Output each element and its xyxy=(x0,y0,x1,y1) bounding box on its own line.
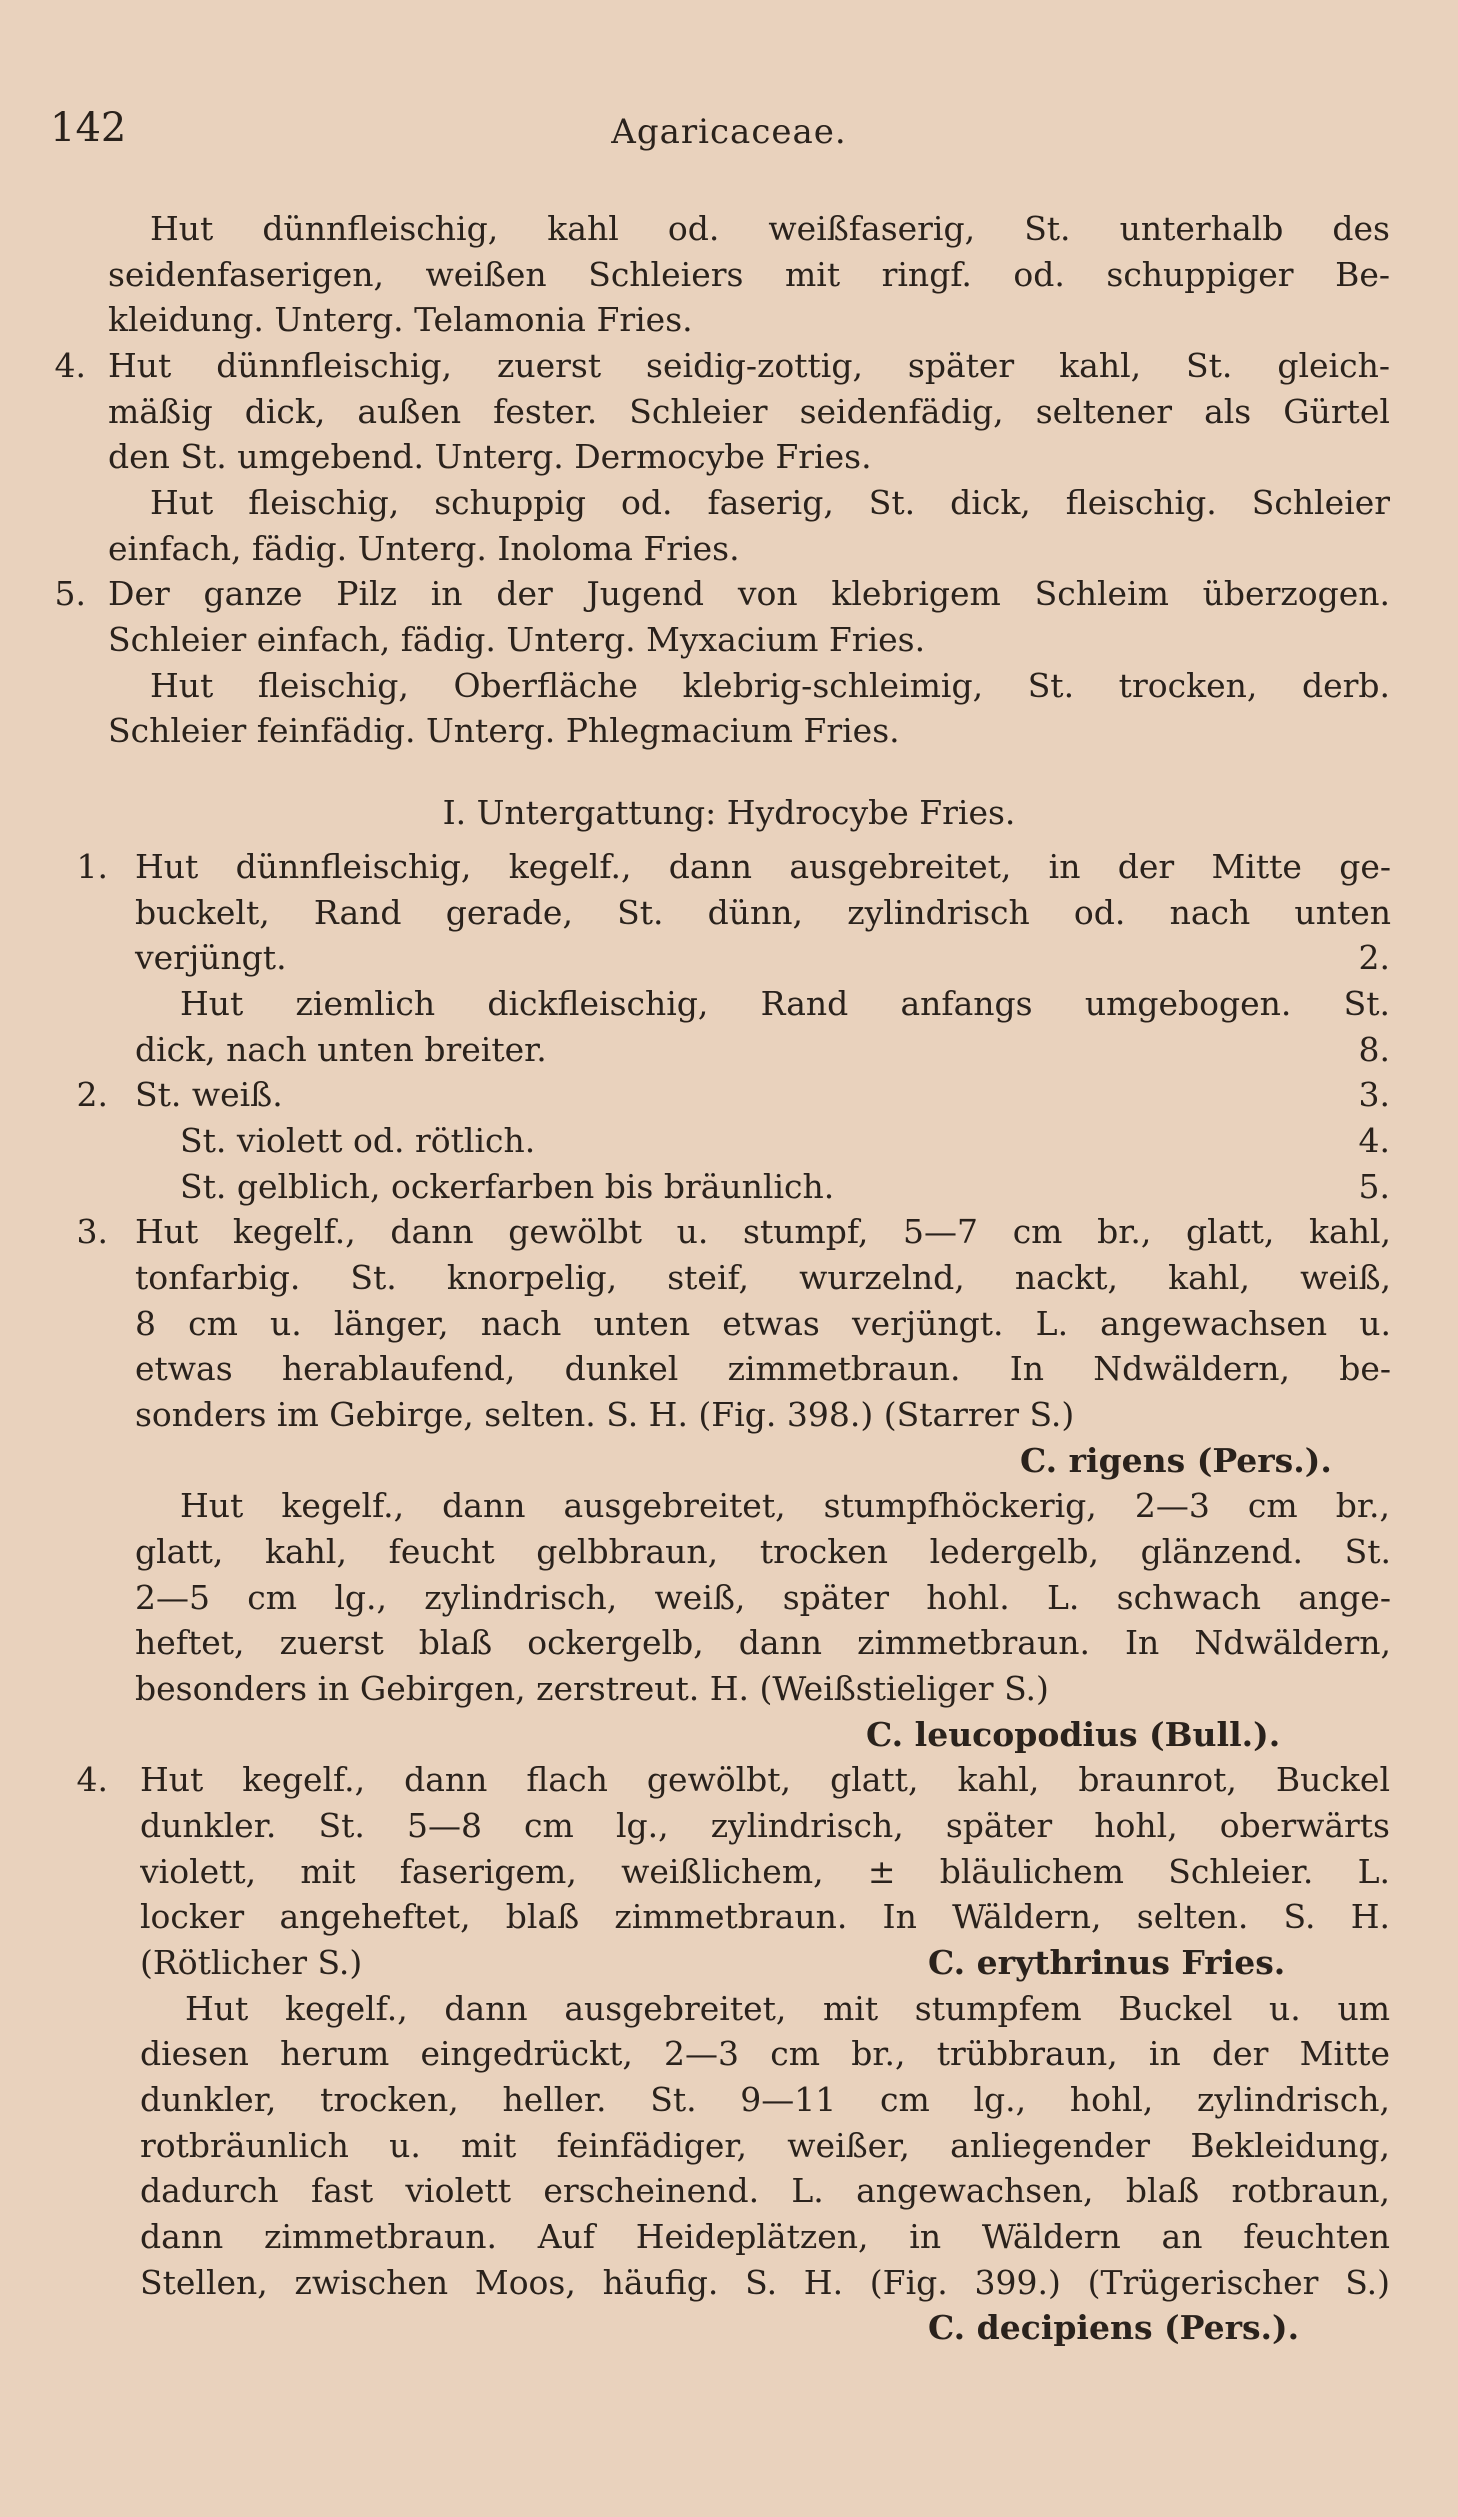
species-name: C. rigens (Pers.). xyxy=(1020,1441,1332,1480)
text-line: (Rötlicher S.) C. erythrinus Fries. xyxy=(140,1943,1286,1982)
text-line: heftet, zuerst blaß ockergelb, dann zimmetbraun. In Ndwäldern, xyxy=(135,1623,1391,1662)
text-line: kleidung. Unterg. Telamonia Fries. xyxy=(108,300,693,339)
text-line: 5. Der ganze Pilz in der Jugend von klebrigem Schleim überzogen. xyxy=(54,574,1390,613)
text-line: einfach, fädig. Unterg. Inoloma Fries. xyxy=(108,529,740,568)
text-line: Schleier feinfädig. Unterg. Phlegmacium Fries. xyxy=(108,711,900,750)
text-line: 8 cm u. länger, nach unten etwas verjüngt. L. angewachsen u. xyxy=(135,1304,1391,1343)
text-line: 1. Hut dünnfleischig, kegelf., dann ausgebreitet, in der Mitte ge- xyxy=(76,847,1391,886)
text-line: mäßig dick, außen fester. Schleier seidenfädig, seltener als Gürtel xyxy=(108,392,1390,431)
text-line: Hut fleischig, Oberfläche klebrig-schleimig, St. trocken, derb. xyxy=(150,666,1390,705)
text-line: Hut dünnfleischig, kahl od. weißfaserig, St. unterhalb des xyxy=(150,209,1390,248)
text-line: rotbräunlich u. mit feinfädiger, weißer, anliegender Bekleidung, xyxy=(140,2126,1390,2165)
text-line: sonders im Gebirge, selten. S. H. (Fig. 398.) (Starrer S.) xyxy=(135,1395,1075,1434)
text-line: glatt, kahl, feucht gelbbraun, trocken ledergelb, glänzend. St. xyxy=(135,1532,1391,1571)
text-line: dunkler. St. 5—8 cm lg., zylindrisch, später hohl, oberwärts xyxy=(140,1806,1390,1845)
text-line: 4. Hut kegelf., dann flach gewölbt, glatt, kahl, braunrot, Buckel xyxy=(76,1760,1390,1799)
species-name: C. leucopodius (Bull.). xyxy=(866,1715,1281,1754)
text-line: dann zimmetbraun. Auf Heideplätzen, in Wäldern an feuchten xyxy=(140,2217,1390,2256)
text-line: diesen herum eingedrückt, 2—3 cm br., trübbraun, in der Mitte xyxy=(140,2034,1390,2073)
text-line: violett, mit faserigem, weißlichem, ± bläulichem Schleier. L. xyxy=(140,1852,1390,1891)
text-line: 4. Hut dünnfleischig, zuerst seidig-zottig, später kahl, St. gleich- xyxy=(54,346,1390,385)
text-line: Hut kegelf., dann ausgebreitet, mit stumpfem Buckel u. um xyxy=(185,1989,1390,2028)
text-line: verjüngt. 2. xyxy=(135,938,1390,977)
text-line: dick, nach unten breiter. 8. xyxy=(135,1030,1390,1069)
text-line: Stellen, zwischen Moos, häufig. S. H. (Fig. 399.) (Trügerischer S.) xyxy=(140,2263,1390,2302)
page-number: 142 xyxy=(50,105,127,151)
text-line: locker angeheftet, blaß zimmetbraun. In Wäldern, selten. S. H. xyxy=(140,1897,1390,1936)
text-line: besonders in Gebirgen, zerstreut. H. (Weißstieliger S.) xyxy=(135,1669,1049,1708)
text-line: dadurch fast violett erscheinend. L. angewachsen, blaß rotbraun, xyxy=(140,2171,1390,2210)
text-line: 2. St. weiß. 3. xyxy=(76,1075,1390,1114)
species-name: C. decipiens (Pers.). xyxy=(928,2308,1300,2347)
text-line: St. gelblich, ockerfarben bis bräunlich. 5. xyxy=(180,1167,1390,1206)
text-line: 3. Hut kegelf., dann gewölbt u. stumpf, 5—7 cm br., glatt, kahl, xyxy=(76,1212,1391,1251)
text-line: dunkler, trocken, heller. St. 9—11 cm lg., hohl, zylindrisch, xyxy=(140,2080,1390,2119)
text-line: tonfarbig. St. knorpelig, steif, wurzelnd, nackt, kahl, weiß, xyxy=(135,1258,1391,1297)
text-line: Hut fleischig, schuppig od. faserig, St. dick, fleischig. Schleier xyxy=(150,483,1390,522)
text-line: Hut kegelf., dann ausgebreitet, stumpfhöckerig, 2—3 cm br., xyxy=(180,1486,1390,1525)
text-line: Schleier einfach, fädig. Unterg. Myxacium Fries. xyxy=(108,620,926,659)
text-line: 2—5 cm lg., zylindrisch, weiß, später hohl. L. schwach ange- xyxy=(135,1578,1391,1617)
text-line: etwas herablaufend, dunkel zimmetbraun. In Ndwäldern, be- xyxy=(135,1349,1391,1388)
text-line: seidenfaserigen, weißen Schleiers mit ringf. od. schuppiger Be- xyxy=(108,255,1390,294)
running-title: Agaricaceae. xyxy=(611,112,847,152)
text-line: Hut ziemlich dickfleischig, Rand anfangs umgebogen. St. xyxy=(180,984,1390,1023)
text-line: buckelt, Rand gerade, St. dünn, zylindrisch od. nach unten xyxy=(135,893,1391,932)
section-heading: I. Untergattung: Hydrocybe Fries. xyxy=(442,793,1016,832)
running-head xyxy=(0,98,1458,158)
text-line: den St. umgebend. Unterg. Dermocybe Fries. xyxy=(108,437,872,476)
text-line: St. violett od. rötlich. 4. xyxy=(180,1121,1390,1160)
